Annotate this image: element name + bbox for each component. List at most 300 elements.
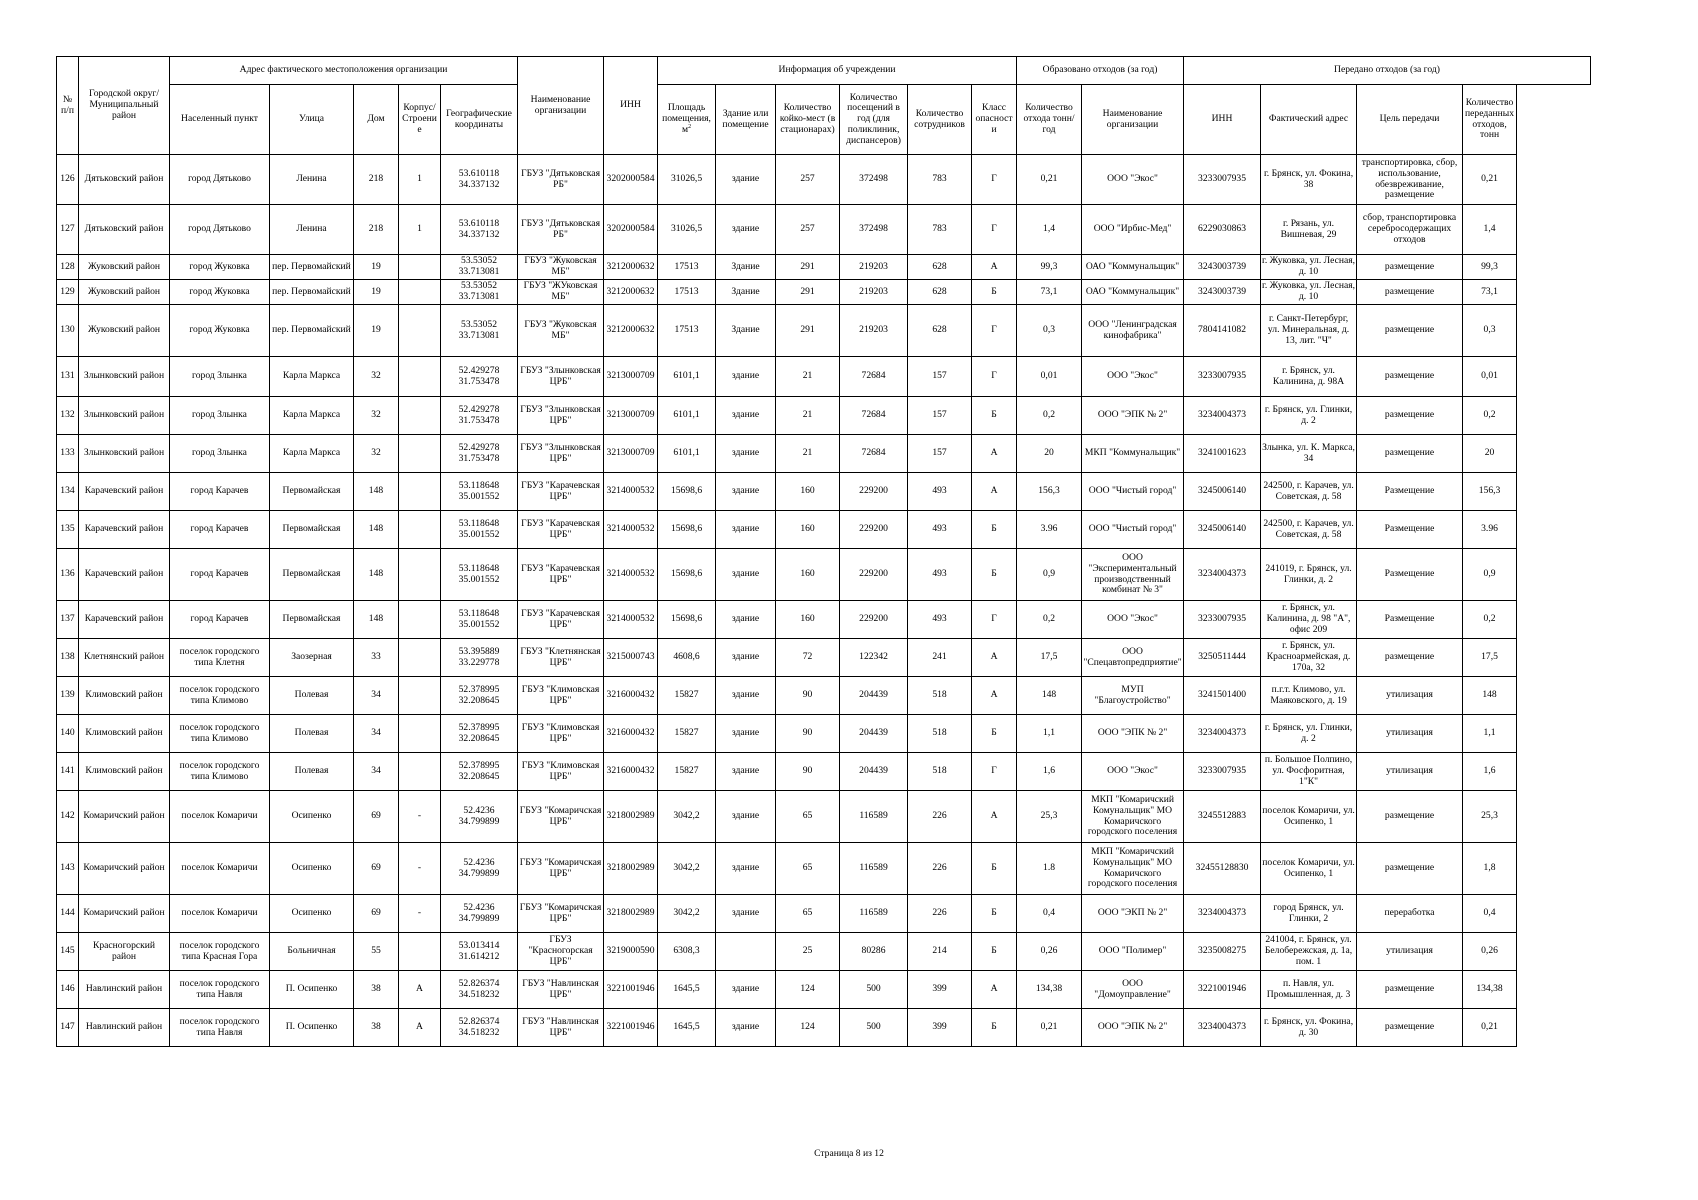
- cell-house: 34: [354, 677, 399, 715]
- cell-transfer-purpose: размещение: [1357, 435, 1463, 473]
- cell-recipient-address: 242500, г. Карачев, ул. Советская, д. 58: [1261, 473, 1357, 511]
- cell-hazard-class: Г: [972, 753, 1017, 791]
- cell-hazard-class: А: [972, 435, 1017, 473]
- cell-building-type: Здание: [716, 305, 776, 357]
- cell-building: А: [399, 971, 441, 1009]
- cell-row-number: 144: [57, 895, 79, 933]
- cell-area: 17513: [658, 255, 716, 280]
- cell-visits: 500: [840, 1009, 908, 1047]
- cell-hazard-class: Б: [972, 895, 1017, 933]
- cell-building-type: здание: [716, 435, 776, 473]
- cell-street: Полевая: [270, 715, 354, 753]
- col-area: [658, 85, 716, 155]
- col-area-sup: 2: [688, 124, 692, 131]
- cell-staff-count: 214: [908, 933, 972, 971]
- cell-transferred-amount: 0,2: [1463, 397, 1517, 435]
- cell-house: 69: [354, 791, 399, 843]
- table-row: [57, 549, 1591, 601]
- cell-visits: 116589: [840, 895, 908, 933]
- table-row: [57, 511, 1591, 549]
- cell-waste-amount: 0,4: [1017, 895, 1082, 933]
- table-row: [57, 791, 1591, 843]
- cell-recipient-address: Злынка, ул. К. Маркса, 34: [1261, 435, 1357, 473]
- cell-staff-count: 241: [908, 639, 972, 677]
- cell-recipient-inn: 3221001946: [1184, 971, 1261, 1009]
- cell-transferred-amount: 3.96: [1463, 511, 1517, 549]
- cell-transfer-purpose: размещение: [1357, 357, 1463, 397]
- cell-visits: 229200: [840, 601, 908, 639]
- cell-building: [399, 357, 441, 397]
- page-number: Страница 8 из 12: [814, 1148, 884, 1159]
- cell-area: 15698,6: [658, 511, 716, 549]
- cell-street: Карла Маркса: [270, 435, 354, 473]
- cell-building: 1: [399, 205, 441, 255]
- cell-building-type: Здание: [716, 280, 776, 305]
- cell-recipient-address: 241019, г. Брянск, ул. Глинки, д. 2: [1261, 549, 1357, 601]
- cell-area: 1645,5: [658, 1009, 716, 1047]
- table-row: [57, 280, 1591, 305]
- cell-district: Дятьковский район: [79, 155, 170, 205]
- cell-visits: 204439: [840, 677, 908, 715]
- cell-waste-amount: 25,3: [1017, 791, 1082, 843]
- cell-building-type: [716, 933, 776, 971]
- table-row: [57, 357, 1591, 397]
- cell-coordinates: 53.395889 33.229778: [441, 639, 518, 677]
- cell-recipient-address: г. Брянск, ул. Глинки, д. 2: [1261, 715, 1357, 753]
- cell-area: 15827: [658, 715, 716, 753]
- cell-org-name: ГБУЗ "Злынковская ЦРБ": [518, 357, 604, 397]
- cell-row-number: 139: [57, 677, 79, 715]
- cell-district: Жуковский район: [79, 305, 170, 357]
- cell-org-name: ГБУЗ "Дятьковская РБ": [518, 155, 604, 205]
- cell-building-type: здание: [716, 639, 776, 677]
- cell-beds: 90: [776, 677, 840, 715]
- cell-area: 15827: [658, 677, 716, 715]
- cell-hazard-class: Б: [972, 397, 1017, 435]
- cell-coordinates: 52.378995 32.208645: [441, 677, 518, 715]
- cell-settlement: поселок городского типа Красная Гора: [170, 933, 270, 971]
- cell-building: [399, 305, 441, 357]
- cell-settlement: город Карачев: [170, 549, 270, 601]
- group-address: Адрес фактического местоположения организации: [170, 57, 518, 85]
- table-row: [57, 397, 1591, 435]
- cell-hazard-class: Б: [972, 933, 1017, 971]
- cell-org-name: ГБУЗ "Карачевская ЦРБ": [518, 511, 604, 549]
- cell-coordinates: 53.118648 35.001552: [441, 601, 518, 639]
- cell-beds: 65: [776, 895, 840, 933]
- cell-recipient-inn: 3241001623: [1184, 435, 1261, 473]
- cell-street: Осипенко: [270, 791, 354, 843]
- cell-waste-amount: 1.8: [1017, 843, 1082, 895]
- cell-area: 3042,2: [658, 843, 716, 895]
- cell-hazard-class: А: [972, 971, 1017, 1009]
- cell-staff-count: 518: [908, 677, 972, 715]
- cell-coordinates: 52.4236 34.799899: [441, 791, 518, 843]
- cell-district: Навлинский район: [79, 1009, 170, 1047]
- cell-recipient-inn: 6229030863: [1184, 205, 1261, 255]
- cell-building: [399, 677, 441, 715]
- cell-row-number: 143: [57, 843, 79, 895]
- cell-visits: 204439: [840, 753, 908, 791]
- cell-row-number: 137: [57, 601, 79, 639]
- cell-hazard-class: Б: [972, 715, 1017, 753]
- cell-house: 69: [354, 843, 399, 895]
- cell-beds: 124: [776, 1009, 840, 1047]
- cell-transfer-purpose: переработка: [1357, 895, 1463, 933]
- cell-staff-count: 518: [908, 715, 972, 753]
- table-row: [57, 435, 1591, 473]
- cell-street: П. Осипенко: [270, 971, 354, 1009]
- col-beds: Количество койко-мест (в стационарах): [776, 85, 840, 155]
- cell-visits: 72684: [840, 357, 908, 397]
- cell-transferred-amount: 148: [1463, 677, 1517, 715]
- table-row: [57, 715, 1591, 753]
- cell-area: 3042,2: [658, 895, 716, 933]
- cell-transfer-purpose: утилизация: [1357, 715, 1463, 753]
- cell-staff-count: 157: [908, 397, 972, 435]
- cell-recipient-inn: 3234004373: [1184, 715, 1261, 753]
- table-row: [57, 895, 1591, 933]
- cell-settlement: город Жуковка: [170, 255, 270, 280]
- cell-street: пер. Первомайский: [270, 305, 354, 357]
- cell-recipient-org: ООО "Ленинградская кинофабрика": [1082, 305, 1184, 357]
- cell-row-number: 132: [57, 397, 79, 435]
- cell-recipient-org: ООО "Экос": [1082, 155, 1184, 205]
- cell-coordinates: 53.53052 33.713081: [441, 255, 518, 280]
- cell-recipient-address: г. Брянск, ул. Фокина, д. 30: [1261, 1009, 1357, 1047]
- cell-recipient-inn: 3243003739: [1184, 255, 1261, 280]
- cell-house: 38: [354, 971, 399, 1009]
- cell-hazard-class: Б: [972, 280, 1017, 305]
- cell-coordinates: 53.53052 33.713081: [441, 280, 518, 305]
- cell-transfer-purpose: утилизация: [1357, 677, 1463, 715]
- cell-waste-amount: 156,3: [1017, 473, 1082, 511]
- cell-house: 55: [354, 933, 399, 971]
- cell-recipient-address: город Брянск, ул. Глинки, 2: [1261, 895, 1357, 933]
- cell-recipient-address: поселок Комаричи, ул. Осипенко, 1: [1261, 791, 1357, 843]
- cell-org-name: ГБУЗ "ЖУковская МБ": [518, 280, 604, 305]
- table-row: [57, 473, 1591, 511]
- cell-building-type: здание: [716, 753, 776, 791]
- cell-coordinates: 52.429278 31.753478: [441, 397, 518, 435]
- cell-district: Карачевский район: [79, 511, 170, 549]
- cell-org-name: ГБУЗ "Жуковская МБ": [518, 255, 604, 280]
- cell-row-number: 147: [57, 1009, 79, 1047]
- cell-org-inn: 3213000709: [604, 397, 658, 435]
- cell-transferred-amount: 0,21: [1463, 155, 1517, 205]
- cell-recipient-address: г. Санкт-Петербург, ул. Минеральная, д. 13, лит. "Ч": [1261, 305, 1357, 357]
- cell-building-type: здание: [716, 843, 776, 895]
- cell-org-inn: 3219000590: [604, 933, 658, 971]
- cell-beds: 257: [776, 155, 840, 205]
- cell-house: 34: [354, 753, 399, 791]
- cell-area: 6101,1: [658, 357, 716, 397]
- cell-building-type: здание: [716, 549, 776, 601]
- cell-waste-amount: 17,5: [1017, 639, 1082, 677]
- cell-transfer-purpose: Размещение: [1357, 601, 1463, 639]
- cell-beds: 21: [776, 397, 840, 435]
- cell-staff-count: 783: [908, 205, 972, 255]
- cell-recipient-inn: 3241501400: [1184, 677, 1261, 715]
- cell-beds: 160: [776, 549, 840, 601]
- col-recv-name: Наименование организации: [1082, 85, 1184, 155]
- cell-org-inn: 3202000584: [604, 205, 658, 255]
- cell-recipient-org: ООО "Полимер": [1082, 933, 1184, 971]
- cell-recipient-address: поселок Комаричи, ул. Осипенко, 1: [1261, 843, 1357, 895]
- cell-transferred-amount: 0,4: [1463, 895, 1517, 933]
- cell-settlement: поселок Комаричи: [170, 791, 270, 843]
- cell-district: Комаричский район: [79, 843, 170, 895]
- cell-recipient-inn: 3250511444: [1184, 639, 1261, 677]
- cell-org-name: ГБУЗ "Навлинская ЦРБ": [518, 971, 604, 1009]
- cell-beds: 72: [776, 639, 840, 677]
- cell-beds: 25: [776, 933, 840, 971]
- cell-coordinates: 53.53052 33.713081: [441, 305, 518, 357]
- cell-beds: 65: [776, 791, 840, 843]
- cell-transfer-purpose: размещение: [1357, 255, 1463, 280]
- cell-recipient-org: ООО "Экос": [1082, 357, 1184, 397]
- cell-district: Карачевский район: [79, 549, 170, 601]
- cell-building: [399, 511, 441, 549]
- cell-staff-count: 226: [908, 791, 972, 843]
- cell-recipient-org: ООО "ЭКП № 2": [1082, 895, 1184, 933]
- cell-recipient-address: г. Жуковка, ул. Лесная, д. 10: [1261, 280, 1357, 305]
- cell-staff-count: 493: [908, 549, 972, 601]
- table-row: [57, 971, 1591, 1009]
- group-transferred: Передано отходов (за год): [1184, 57, 1591, 85]
- cell-building: 1: [399, 155, 441, 205]
- cell-org-inn: 3212000632: [604, 305, 658, 357]
- cell-coordinates: 52.429278 31.753478: [441, 435, 518, 473]
- cell-area: 3042,2: [658, 791, 716, 843]
- cell-hazard-class: А: [972, 255, 1017, 280]
- cell-org-name: ГБУЗ "Комаричская ЦРБ": [518, 843, 604, 895]
- cell-transfer-purpose: Размещение: [1357, 473, 1463, 511]
- cell-area: 15698,6: [658, 601, 716, 639]
- cell-beds: 90: [776, 753, 840, 791]
- cell-waste-amount: 0,01: [1017, 357, 1082, 397]
- cell-hazard-class: А: [972, 639, 1017, 677]
- cell-hazard-class: Г: [972, 357, 1017, 397]
- cell-row-number: 135: [57, 511, 79, 549]
- cell-row-number: 142: [57, 791, 79, 843]
- cell-hazard-class: А: [972, 677, 1017, 715]
- cell-staff-count: 493: [908, 601, 972, 639]
- table-row: [57, 1009, 1591, 1047]
- cell-recipient-org: МУП "Благоустройство": [1082, 677, 1184, 715]
- cell-recipient-org: ООО "Ирбис-Мед": [1082, 205, 1184, 255]
- cell-org-name: ГБУЗ "Климовская ЦРБ": [518, 715, 604, 753]
- cell-district: Злынковский район: [79, 435, 170, 473]
- col-building-type: Здание или помещение: [716, 85, 776, 155]
- cell-building: [399, 715, 441, 753]
- col-recv-address: Фактический адрес: [1261, 85, 1357, 155]
- cell-area: 6101,1: [658, 435, 716, 473]
- cell-waste-amount: 134,38: [1017, 971, 1082, 1009]
- cell-district: Дятьковский район: [79, 205, 170, 255]
- cell-street: Первомайская: [270, 511, 354, 549]
- cell-recipient-org: ООО "Экос": [1082, 601, 1184, 639]
- cell-staff-count: 157: [908, 435, 972, 473]
- cell-beds: 160: [776, 601, 840, 639]
- cell-row-number: 127: [57, 205, 79, 255]
- table-row: [57, 933, 1591, 971]
- cell-hazard-class: Г: [972, 601, 1017, 639]
- cell-recipient-inn: 7804141082: [1184, 305, 1261, 357]
- cell-house: 32: [354, 357, 399, 397]
- cell-street: Полевая: [270, 753, 354, 791]
- cell-house: 32: [354, 397, 399, 435]
- cell-district: Навлинский район: [79, 971, 170, 1009]
- cell-visits: 72684: [840, 435, 908, 473]
- cell-transferred-amount: 1,8: [1463, 843, 1517, 895]
- cell-district: Карачевский район: [79, 601, 170, 639]
- cell-org-name: ГБУЗ "Красногорская ЦРБ": [518, 933, 604, 971]
- cell-settlement: город Карачев: [170, 601, 270, 639]
- cell-recipient-org: МКП "Комаричский Комунальщик" МО Комаричского городского поселения: [1082, 843, 1184, 895]
- cell-recipient-inn: 3245006140: [1184, 473, 1261, 511]
- cell-street: Осипенко: [270, 843, 354, 895]
- cell-row-number: 129: [57, 280, 79, 305]
- cell-transferred-amount: 25,3: [1463, 791, 1517, 843]
- cell-visits: 229200: [840, 473, 908, 511]
- cell-building: [399, 753, 441, 791]
- cell-org-inn: 3214000532: [604, 549, 658, 601]
- cell-org-name: ГБУЗ "Комаричская ЦРБ": [518, 791, 604, 843]
- cell-building-type: здание: [716, 155, 776, 205]
- cell-district: Климовский район: [79, 753, 170, 791]
- cell-transferred-amount: 134,38: [1463, 971, 1517, 1009]
- cell-building-type: здание: [716, 677, 776, 715]
- cell-org-name: ГБУЗ "Навлинская ЦРБ": [518, 1009, 604, 1047]
- col-purpose: Цель передачи: [1357, 85, 1463, 155]
- cell-street: пер. Первомайский: [270, 280, 354, 305]
- cell-street: Карла Маркса: [270, 357, 354, 397]
- cell-transfer-purpose: размещение: [1357, 639, 1463, 677]
- cell-street: П. Осипенко: [270, 1009, 354, 1047]
- cell-settlement: город Злынка: [170, 357, 270, 397]
- cell-visits: 204439: [840, 715, 908, 753]
- cell-recipient-org: ООО "Чистый город": [1082, 473, 1184, 511]
- cell-district: Карачевский район: [79, 473, 170, 511]
- group-info: Информация об учреждении: [658, 57, 1017, 85]
- register-sheet: [56, 56, 1591, 1047]
- cell-beds: 291: [776, 255, 840, 280]
- cell-building-type: здание: [716, 357, 776, 397]
- cell-transfer-purpose: Размещение: [1357, 511, 1463, 549]
- cell-settlement: поселок городского типа Климово: [170, 715, 270, 753]
- cell-recipient-org: МКП "Комаричский Комунальщик" МО Комаричского городского поселения: [1082, 791, 1184, 843]
- col-num: № п/п: [57, 57, 79, 155]
- cell-house: 38: [354, 1009, 399, 1047]
- cell-beds: 160: [776, 511, 840, 549]
- cell-recipient-address: г. Брянск, ул. Фокина, 38: [1261, 155, 1357, 205]
- cell-street: Ленина: [270, 205, 354, 255]
- cell-staff-count: 518: [908, 753, 972, 791]
- cell-org-inn: 3218002989: [604, 895, 658, 933]
- cell-area: 15698,6: [658, 473, 716, 511]
- cell-transferred-amount: 99,3: [1463, 255, 1517, 280]
- cell-building-type: здание: [716, 397, 776, 435]
- cell-row-number: 141: [57, 753, 79, 791]
- cell-street: Полевая: [270, 677, 354, 715]
- cell-hazard-class: Б: [972, 549, 1017, 601]
- cell-street: Ленина: [270, 155, 354, 205]
- cell-org-inn: 3213000709: [604, 435, 658, 473]
- cell-transferred-amount: 0,21: [1463, 1009, 1517, 1047]
- cell-visits: 116589: [840, 791, 908, 843]
- cell-recipient-inn: 3233007935: [1184, 601, 1261, 639]
- cell-beds: 90: [776, 715, 840, 753]
- cell-hazard-class: Г: [972, 305, 1017, 357]
- cell-row-number: 136: [57, 549, 79, 601]
- cell-transferred-amount: 0,01: [1463, 357, 1517, 397]
- cell-visits: 80286: [840, 933, 908, 971]
- cell-staff-count: 493: [908, 473, 972, 511]
- cell-transferred-amount: 0,9: [1463, 549, 1517, 601]
- cell-building-type: здание: [716, 715, 776, 753]
- col-area-label: Площадь помещения, м: [662, 101, 711, 136]
- col-hazard: Класс опасности: [972, 85, 1017, 155]
- cell-org-inn: 3215000743: [604, 639, 658, 677]
- cell-transferred-amount: 0,3: [1463, 305, 1517, 357]
- cell-row-number: 134: [57, 473, 79, 511]
- cell-waste-amount: 0,26: [1017, 933, 1082, 971]
- cell-house: 34: [354, 715, 399, 753]
- col-transferred-amount: Количество переданных отходов, тонн: [1463, 85, 1517, 155]
- cell-recipient-inn: 3243003739: [1184, 280, 1261, 305]
- cell-row-number: 133: [57, 435, 79, 473]
- cell-visits: 219203: [840, 305, 908, 357]
- cell-transferred-amount: 1,6: [1463, 753, 1517, 791]
- cell-district: Климовский район: [79, 677, 170, 715]
- cell-coordinates: 52.378995 32.208645: [441, 753, 518, 791]
- cell-staff-count: 628: [908, 280, 972, 305]
- cell-hazard-class: Г: [972, 155, 1017, 205]
- cell-transferred-amount: 1,4: [1463, 205, 1517, 255]
- cell-settlement: город Жуковка: [170, 280, 270, 305]
- cell-area: 17513: [658, 305, 716, 357]
- cell-street: Больничная: [270, 933, 354, 971]
- cell-building: [399, 639, 441, 677]
- cell-transferred-amount: 0,26: [1463, 933, 1517, 971]
- cell-staff-count: 399: [908, 971, 972, 1009]
- cell-beds: 65: [776, 843, 840, 895]
- cell-building: [399, 473, 441, 511]
- cell-staff-count: 226: [908, 843, 972, 895]
- cell-recipient-address: г. Жуковка, ул. Лесная, д. 10: [1261, 255, 1357, 280]
- cell-settlement: поселок городского типа Клетня: [170, 639, 270, 677]
- cell-org-name: ГБУЗ "Климовская ЦРБ": [518, 677, 604, 715]
- cell-org-inn: 3214000532: [604, 473, 658, 511]
- cell-transfer-purpose: транспортировка, сбор, использование, обезвреживание, размещение: [1357, 155, 1463, 205]
- waste-register-table: [56, 56, 1591, 1047]
- cell-org-name: ГБУЗ "Дятьковская РБ": [518, 205, 604, 255]
- cell-building: А: [399, 1009, 441, 1047]
- cell-visits: 116589: [840, 843, 908, 895]
- cell-area: 6308,3: [658, 933, 716, 971]
- cell-coordinates: 52.4236 34.799899: [441, 895, 518, 933]
- cell-staff-count: 399: [908, 1009, 972, 1047]
- col-visits: Количество посещений в год (для поликлиник, диспансеров): [840, 85, 908, 155]
- col-building: Корпус/ Строение: [399, 85, 441, 155]
- cell-building-type: здание: [716, 511, 776, 549]
- cell-house: 19: [354, 255, 399, 280]
- cell-building-type: Здание: [716, 255, 776, 280]
- cell-house: 218: [354, 205, 399, 255]
- cell-row-number: 146: [57, 971, 79, 1009]
- cell-street: Заозерная: [270, 639, 354, 677]
